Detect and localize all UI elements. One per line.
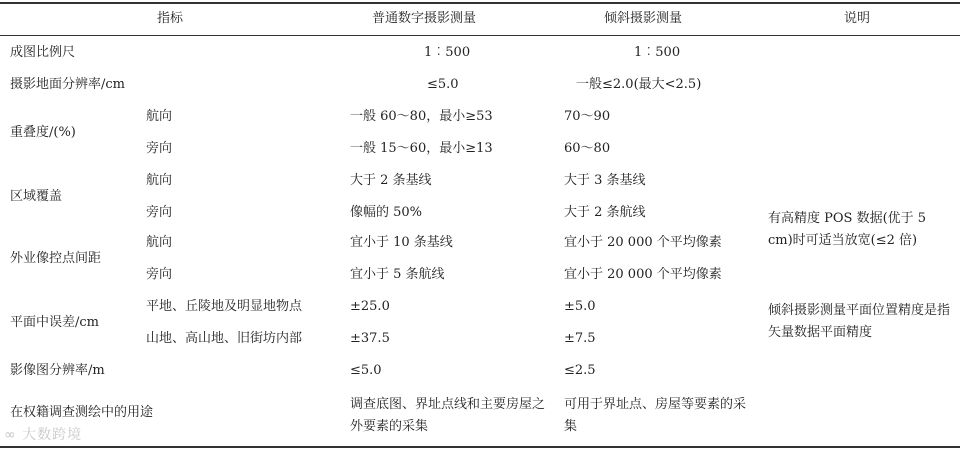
header-digital: 普通数字摄影测量: [372, 11, 477, 26]
row-gcp-sub2: 旁向: [146, 267, 173, 282]
row-usage-digital: 调查底图、界址点线和主要房屋之外要素的采集: [350, 397, 546, 434]
table-top-rule: [0, 2, 960, 4]
row-plane-error-sub2: 山地、高山地、旧街坊内部: [146, 331, 303, 346]
note-plane: 倾斜摄影测量平面位置精度是指矢量数据平面精度: [768, 303, 951, 340]
row-image-res-oblique: ≤2.5: [564, 363, 596, 378]
row-coverage-o2: 大于 2 条航线: [564, 205, 646, 220]
row-gsd-oblique: 一般≤2.0(最大<2.5): [576, 77, 702, 92]
row-gsd-label: 摄影地面分辨率/cm: [10, 77, 125, 92]
row-plane-error-o1: ±5.0: [564, 299, 596, 314]
row-plane-error-sub1: 平地、丘陵地及明显地物点: [146, 299, 303, 314]
row-scale-digital: 1︰500: [424, 45, 471, 60]
row-overlap-d1: 一般 60～80，最小≥53: [350, 109, 493, 124]
header-note: 说明: [844, 11, 871, 26]
row-plane-error-o2: ±7.5: [564, 331, 596, 346]
row-overlap-o2: 60～80: [564, 141, 611, 156]
header-rule: [0, 35, 960, 36]
row-plane-error-label: 平面中误差/cm: [10, 315, 99, 330]
row-gcp-o1: 宜小于 20 000 个平均像素: [564, 235, 722, 250]
header-oblique: 倾斜摄影测量: [604, 11, 683, 26]
row-gsd-digital: ≤5.0: [427, 77, 459, 92]
header-indicator: 指标: [156, 11, 183, 26]
watermark: [4, 424, 82, 444]
row-gcp-label: 外业像控点间距: [10, 251, 102, 266]
row-overlap-d2: 一般 15～60，最小≥13: [350, 141, 493, 156]
row-gcp-d1: 宜小于 10 条基线: [350, 235, 453, 250]
row-gcp-sub1: 航向: [146, 235, 173, 250]
row-coverage-o1: 大于 3 条基线: [564, 173, 646, 188]
table-bottom-rule: [0, 446, 960, 448]
row-gcp-o2: 宜小于 20 000 个平均像素: [564, 267, 722, 282]
row-overlap-o1: 70～90: [564, 109, 611, 124]
row-overlap-sub1: 航向: [146, 109, 173, 124]
row-image-res-digital: ≤5.0: [350, 363, 382, 378]
row-coverage-label: 区域覆盖: [10, 189, 63, 204]
row-overlap-sub2: 旁向: [146, 141, 173, 156]
row-usage-oblique: 可用于界址点、房屋等要素的采集: [564, 397, 747, 434]
watermark-logo-icon: ∞: [4, 427, 23, 443]
note-pos: 有高精度 POS 数据(优于 5 cm)时可适当放宽(≤2 倍): [768, 211, 927, 248]
row-coverage-sub2: 旁向: [146, 205, 173, 220]
watermark-text: 大数跨境: [22, 427, 83, 443]
row-gcp-d2: 宜小于 5 条航线: [350, 267, 445, 282]
row-scale-label: 成图比例尺: [10, 45, 76, 60]
row-scale-oblique: 1︰500: [634, 45, 681, 60]
row-coverage-d2: 像幅的 50%: [350, 205, 423, 220]
row-coverage-sub1: 航向: [146, 173, 173, 188]
row-plane-error-d2: ±37.5: [350, 331, 390, 346]
row-usage-label: 在权籍调查测绘中的用途: [10, 405, 154, 420]
row-image-res-label: 影像图分辨率/m: [10, 363, 105, 378]
row-coverage-d1: 大于 2 条基线: [350, 173, 432, 188]
row-plane-error-d1: ±25.0: [350, 299, 390, 314]
row-overlap-label: 重叠度/(%): [10, 125, 76, 140]
